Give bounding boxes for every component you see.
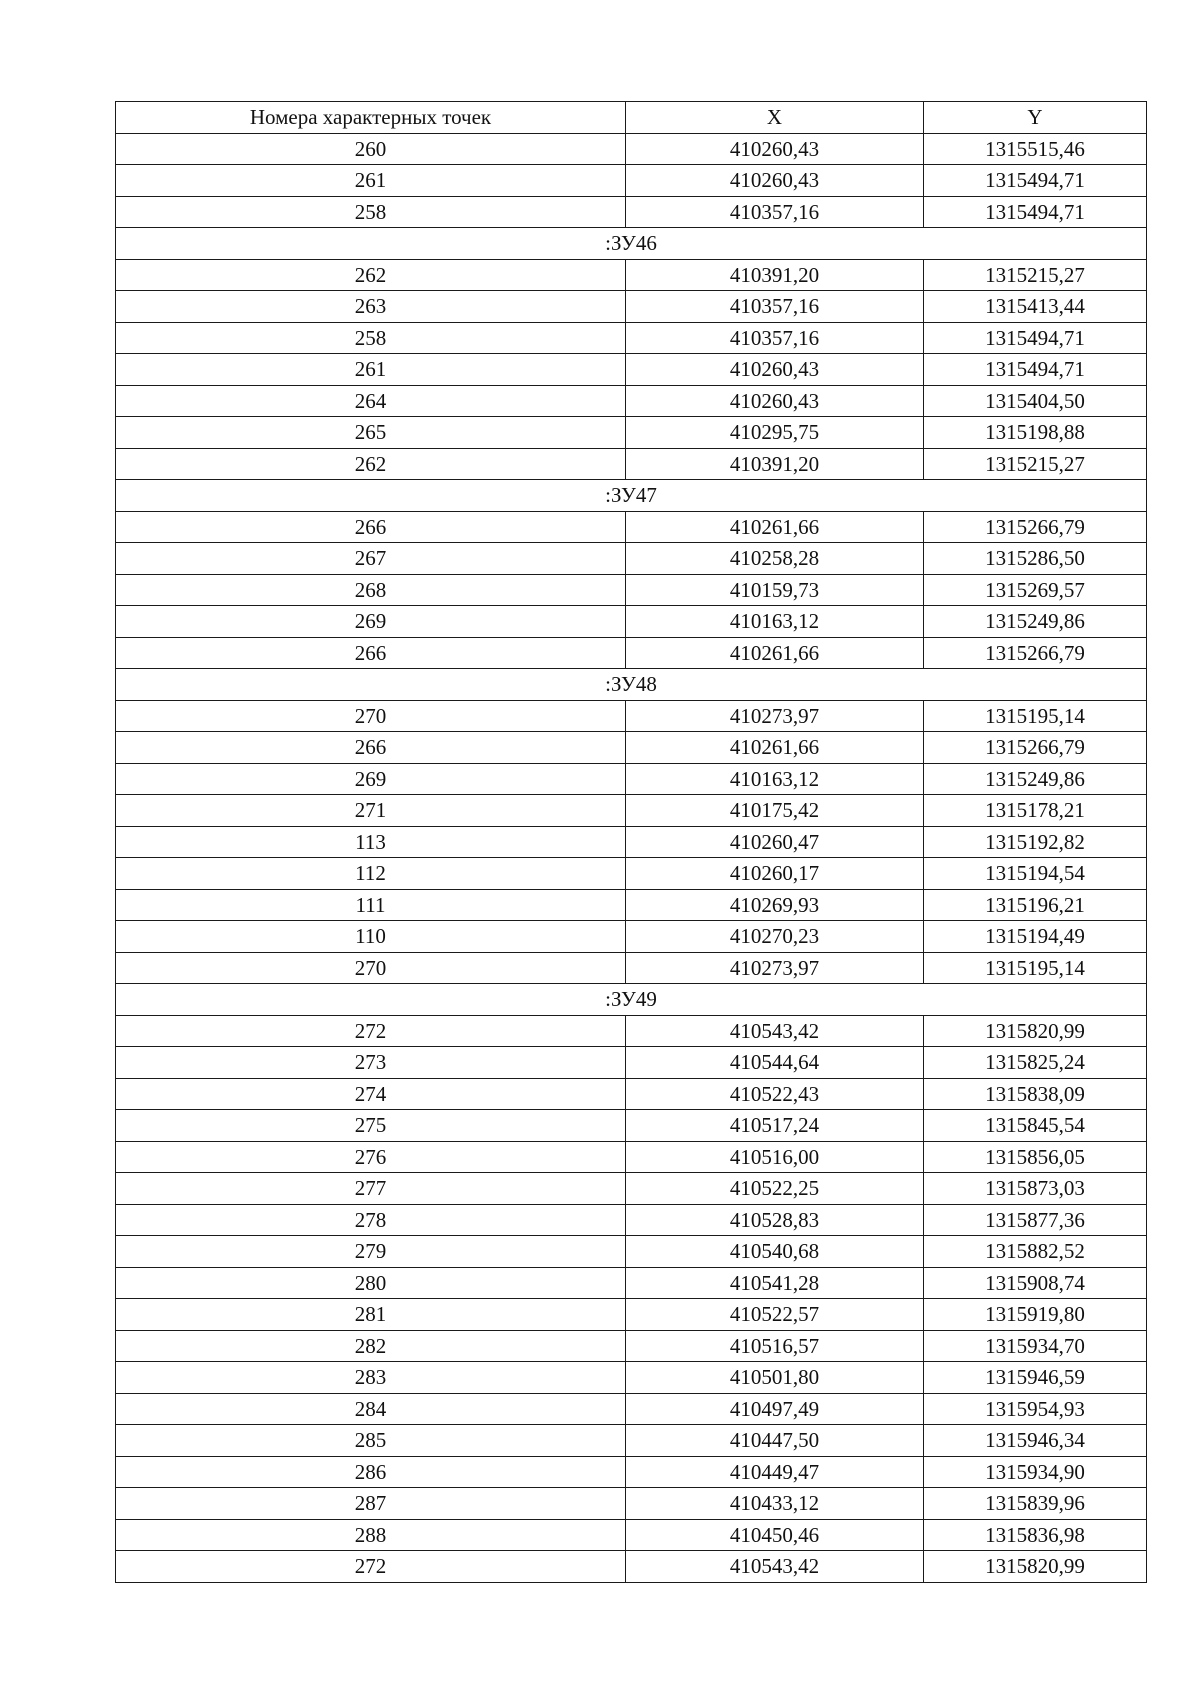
y-coordinate-cell: 1315839,96 [924,1488,1147,1520]
point-number-cell: 273 [116,1047,626,1079]
point-number-cell: 275 [116,1110,626,1142]
x-coordinate-cell: 410260,43 [626,133,924,165]
y-coordinate-cell: 1315877,36 [924,1204,1147,1236]
y-coordinate-cell: 1315286,50 [924,543,1147,575]
table-row [116,1204,1147,1236]
point-number-cell: 277 [116,1173,626,1205]
point-number-cell: 280 [116,1267,626,1299]
table-row [116,637,1147,669]
x-coordinate-cell: 410163,12 [626,606,924,638]
y-coordinate-cell: 1315820,99 [924,1551,1147,1583]
y-coordinate-cell: 1315954,93 [924,1393,1147,1425]
x-coordinate-cell: 410541,28 [626,1267,924,1299]
section-row [116,228,1147,260]
table-row [116,385,1147,417]
x-coordinate-cell: 410522,25 [626,1173,924,1205]
x-coordinate-cell: 410261,66 [626,732,924,764]
table-row [116,259,1147,291]
x-coordinate-cell: 410260,43 [626,165,924,197]
point-number-cell: 268 [116,574,626,606]
table-row [116,1519,1147,1551]
x-coordinate-cell: 410543,42 [626,1551,924,1583]
x-coordinate-cell: 410357,16 [626,322,924,354]
point-number-cell: 261 [116,354,626,386]
y-coordinate-cell: 1315195,14 [924,952,1147,984]
y-coordinate-cell: 1315178,21 [924,795,1147,827]
table-row [116,322,1147,354]
y-coordinate-cell: 1315946,34 [924,1425,1147,1457]
x-coordinate-cell: 410433,12 [626,1488,924,1520]
y-coordinate-cell: 1315194,49 [924,921,1147,953]
x-coordinate-cell: 410516,00 [626,1141,924,1173]
y-coordinate-cell: 1315266,79 [924,637,1147,669]
section-label: :ЗУ46 [116,228,1147,260]
x-coordinate-cell: 410516,57 [626,1330,924,1362]
y-coordinate-cell: 1315515,46 [924,133,1147,165]
y-coordinate-cell: 1315934,70 [924,1330,1147,1362]
y-coordinate-cell: 1315845,54 [924,1110,1147,1142]
point-number-cell: 265 [116,417,626,449]
point-number-cell: 282 [116,1330,626,1362]
x-coordinate-cell: 410544,64 [626,1047,924,1079]
table-row [116,1299,1147,1331]
y-coordinate-cell: 1315820,99 [924,1015,1147,1047]
point-number-cell: 258 [116,196,626,228]
table-row [116,952,1147,984]
point-number-cell: 112 [116,858,626,890]
point-number-cell: 272 [116,1015,626,1047]
table-row [116,921,1147,953]
table-header-row [116,102,1147,134]
y-coordinate-cell: 1315195,14 [924,700,1147,732]
x-coordinate-cell: 410522,43 [626,1078,924,1110]
header-point-number: Номера характерных точек [116,102,626,134]
point-number-cell: 258 [116,322,626,354]
x-coordinate-cell: 410391,20 [626,259,924,291]
point-number-cell: 111 [116,889,626,921]
table-row [116,1551,1147,1583]
x-coordinate-cell: 410258,28 [626,543,924,575]
table-row [116,1425,1147,1457]
y-coordinate-cell: 1315882,52 [924,1236,1147,1268]
table-row [116,606,1147,638]
x-coordinate-cell: 410357,16 [626,291,924,323]
table-row [116,417,1147,449]
table-row [116,700,1147,732]
table-row [116,1330,1147,1362]
x-coordinate-cell: 410522,57 [626,1299,924,1331]
y-coordinate-cell: 1315494,71 [924,196,1147,228]
y-coordinate-cell: 1315919,80 [924,1299,1147,1331]
point-number-cell: 284 [116,1393,626,1425]
point-number-cell: 288 [116,1519,626,1551]
x-coordinate-cell: 410270,23 [626,921,924,953]
table-row [116,511,1147,543]
x-coordinate-cell: 410543,42 [626,1015,924,1047]
x-coordinate-cell: 410497,49 [626,1393,924,1425]
x-coordinate-cell: 410391,20 [626,448,924,480]
section-row [116,669,1147,701]
x-coordinate-cell: 410501,80 [626,1362,924,1394]
point-number-cell: 110 [116,921,626,953]
table-row [116,826,1147,858]
point-number-cell: 271 [116,795,626,827]
point-number-cell: 266 [116,637,626,669]
point-number-cell: 264 [116,385,626,417]
point-number-cell: 113 [116,826,626,858]
table-row [116,448,1147,480]
coordinates-table [115,101,1147,1583]
header-x: X [626,102,924,134]
table-row [116,1141,1147,1173]
section-label: :ЗУ49 [116,984,1147,1016]
point-number-cell: 286 [116,1456,626,1488]
x-coordinate-cell: 410260,47 [626,826,924,858]
x-coordinate-cell: 410273,97 [626,700,924,732]
point-number-cell: 269 [116,606,626,638]
x-coordinate-cell: 410357,16 [626,196,924,228]
table-row [116,165,1147,197]
y-coordinate-cell: 1315249,86 [924,763,1147,795]
point-number-cell: 260 [116,133,626,165]
x-coordinate-cell: 410261,66 [626,637,924,669]
y-coordinate-cell: 1315266,79 [924,732,1147,764]
x-coordinate-cell: 410163,12 [626,763,924,795]
header-y: Y [924,102,1147,134]
y-coordinate-cell: 1315215,27 [924,448,1147,480]
table-row [116,291,1147,323]
table-row [116,1267,1147,1299]
x-coordinate-cell: 410260,17 [626,858,924,890]
table-body [116,133,1147,1582]
y-coordinate-cell: 1315946,59 [924,1362,1147,1394]
table-row [116,1110,1147,1142]
x-coordinate-cell: 410261,66 [626,511,924,543]
point-number-cell: 269 [116,763,626,795]
section-row [116,480,1147,512]
y-coordinate-cell: 1315215,27 [924,259,1147,291]
point-number-cell: 272 [116,1551,626,1583]
table-row [116,1488,1147,1520]
y-coordinate-cell: 1315494,71 [924,165,1147,197]
table-row [116,1173,1147,1205]
table-row [116,1393,1147,1425]
x-coordinate-cell: 410260,43 [626,354,924,386]
x-coordinate-cell: 410175,42 [626,795,924,827]
x-coordinate-cell: 410295,75 [626,417,924,449]
y-coordinate-cell: 1315856,05 [924,1141,1147,1173]
table-row [116,543,1147,575]
table-row [116,1362,1147,1394]
table-row [116,889,1147,921]
point-number-cell: 262 [116,259,626,291]
y-coordinate-cell: 1315836,98 [924,1519,1147,1551]
point-number-cell: 267 [116,543,626,575]
y-coordinate-cell: 1315908,74 [924,1267,1147,1299]
x-coordinate-cell: 410517,24 [626,1110,924,1142]
x-coordinate-cell: 410269,93 [626,889,924,921]
table-row [116,196,1147,228]
point-number-cell: 276 [116,1141,626,1173]
y-coordinate-cell: 1315494,71 [924,322,1147,354]
y-coordinate-cell: 1315266,79 [924,511,1147,543]
x-coordinate-cell: 410447,50 [626,1425,924,1457]
y-coordinate-cell: 1315249,86 [924,606,1147,638]
point-number-cell: 266 [116,511,626,543]
y-coordinate-cell: 1315934,90 [924,1456,1147,1488]
point-number-cell: 285 [116,1425,626,1457]
point-number-cell: 281 [116,1299,626,1331]
table-row [116,795,1147,827]
y-coordinate-cell: 1315494,71 [924,354,1147,386]
point-number-cell: 261 [116,165,626,197]
table-row [116,858,1147,890]
y-coordinate-cell: 1315404,50 [924,385,1147,417]
x-coordinate-cell: 410260,43 [626,385,924,417]
section-row [116,984,1147,1016]
section-label: :ЗУ48 [116,669,1147,701]
x-coordinate-cell: 410450,46 [626,1519,924,1551]
point-number-cell: 270 [116,952,626,984]
point-number-cell: 279 [116,1236,626,1268]
table-row [116,354,1147,386]
table-row [116,1078,1147,1110]
y-coordinate-cell: 1315196,21 [924,889,1147,921]
table-row [116,732,1147,764]
table-row [116,1015,1147,1047]
x-coordinate-cell: 410449,47 [626,1456,924,1488]
table-row [116,1456,1147,1488]
point-number-cell: 266 [116,732,626,764]
y-coordinate-cell: 1315198,88 [924,417,1147,449]
table-row [116,1236,1147,1268]
y-coordinate-cell: 1315269,57 [924,574,1147,606]
y-coordinate-cell: 1315192,82 [924,826,1147,858]
point-number-cell: 287 [116,1488,626,1520]
y-coordinate-cell: 1315194,54 [924,858,1147,890]
point-number-cell: 270 [116,700,626,732]
y-coordinate-cell: 1315413,44 [924,291,1147,323]
section-label: :ЗУ47 [116,480,1147,512]
x-coordinate-cell: 410273,97 [626,952,924,984]
y-coordinate-cell: 1315825,24 [924,1047,1147,1079]
x-coordinate-cell: 410159,73 [626,574,924,606]
y-coordinate-cell: 1315838,09 [924,1078,1147,1110]
table-row [116,133,1147,165]
table-row [116,574,1147,606]
point-number-cell: 278 [116,1204,626,1236]
x-coordinate-cell: 410528,83 [626,1204,924,1236]
y-coordinate-cell: 1315873,03 [924,1173,1147,1205]
point-number-cell: 263 [116,291,626,323]
point-number-cell: 283 [116,1362,626,1394]
point-number-cell: 274 [116,1078,626,1110]
table-row [116,763,1147,795]
point-number-cell: 262 [116,448,626,480]
table-row [116,1047,1147,1079]
x-coordinate-cell: 410540,68 [626,1236,924,1268]
